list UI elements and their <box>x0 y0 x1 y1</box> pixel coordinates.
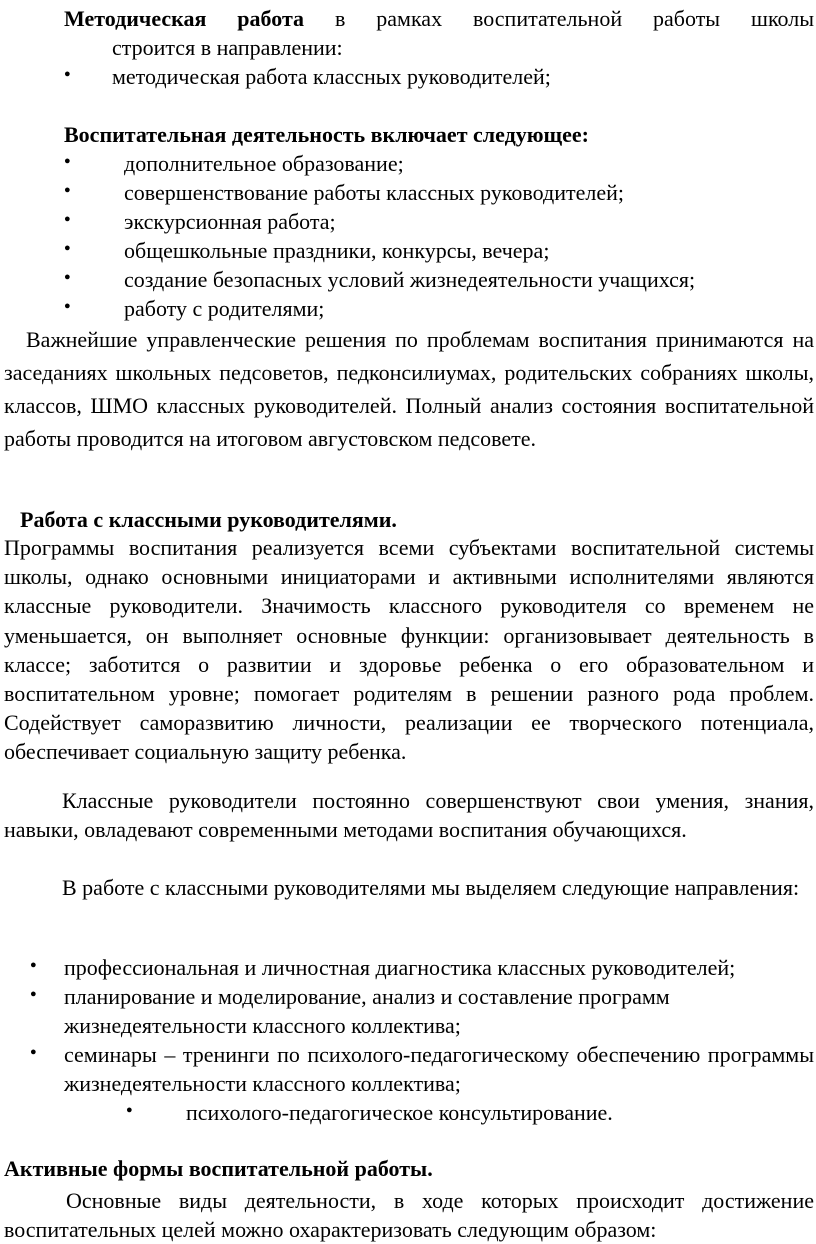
activity-heading: Воспитательная деятельность включает следующее: <box>64 122 589 147</box>
extra-bullet-text: психолого-педагогическое консультирование. <box>186 1100 613 1125</box>
active-forms-heading: Активные формы воспитательной работы. <box>4 1156 433 1181</box>
list-item: общешкольные праздники, конкурсы, вечера; <box>124 238 550 263</box>
list-item: дополнительное образование; <box>124 151 404 176</box>
intro-block <box>64 4 814 62</box>
class-teachers-paragraph-2: Классные руководители постоянно совершенствуют свои умения, знания, навыки, овладевают современными методами воспитания обучающихся. <box>4 788 814 842</box>
list-item: создание безопасных условий жизнедеятельности учащихся; <box>124 267 696 292</box>
list-item: экскурсионная работа; <box>124 209 336 234</box>
class-teachers-paragraph-1: Программы воспитания реализуется всеми субъектами воспитательной системы школы, однако основными инициаторами и активными исполнителями являются классные руководители. Значимость классного руководителя со временем не уменьшается, он выполняет основные функции: организовывает деятельность в классе; заботится о развитии и здоровье ребенка о его образовательном и воспитательном уровне; помогает родителям в решении разного рода проблем. Содействует саморазвитию личности, реализации ее творческого потенциала, обеспечивает социальную защиту ребенка. <box>4 535 814 765</box>
intro-bullet-text: методическая работа классных руководителей; <box>112 64 551 89</box>
class-teachers-paragraph-3: В работе с классными руководителями мы выделяем следующие направления: <box>62 875 800 900</box>
intro-bullet <box>64 62 814 91</box>
intro-rest: в рамках воспитательной работы школы <box>304 6 814 31</box>
extra-bullet <box>126 1098 806 1127</box>
intro-bold: Методическая работа <box>64 6 305 31</box>
activity-list <box>64 149 814 323</box>
active-forms-paragraph: Основные виды деятельности, в ходе которых происходит достижение воспитательных целей можно охарактеризовать следующим образом: <box>4 1188 814 1242</box>
decisions-paragraph: Важнейшие управленческие решения по проблемам воспитания принимаются на заседаниях школьных педсоветов, педконсилиумах, родительских собраниях школы, классов, ШМО классных руководителей. Полный анализ состояния воспитательной работы проводится на итоговом августовском педсовете. <box>4 327 814 451</box>
list-item: профессиональная и личностная диагностика классных руководителей; <box>64 955 736 980</box>
list-item: планирование и моделирование, анализ и составление программ жизнедеятельности классного коллектива; <box>64 984 670 1038</box>
class-teachers-heading: Работа с классными руководителями. <box>20 507 397 532</box>
class-teachers-list <box>30 953 814 1098</box>
list-item: совершенствование работы классных руководителей; <box>124 180 624 205</box>
intro-line-1 <box>64 4 814 33</box>
intro-line-2: строится в направлении: <box>112 35 343 60</box>
list-item: работу с родителями; <box>124 296 325 321</box>
list-item: семинары – тренинги по психолого-педагогическому обеспечению программы жизнедеятельности классного коллектива; <box>64 1042 814 1096</box>
